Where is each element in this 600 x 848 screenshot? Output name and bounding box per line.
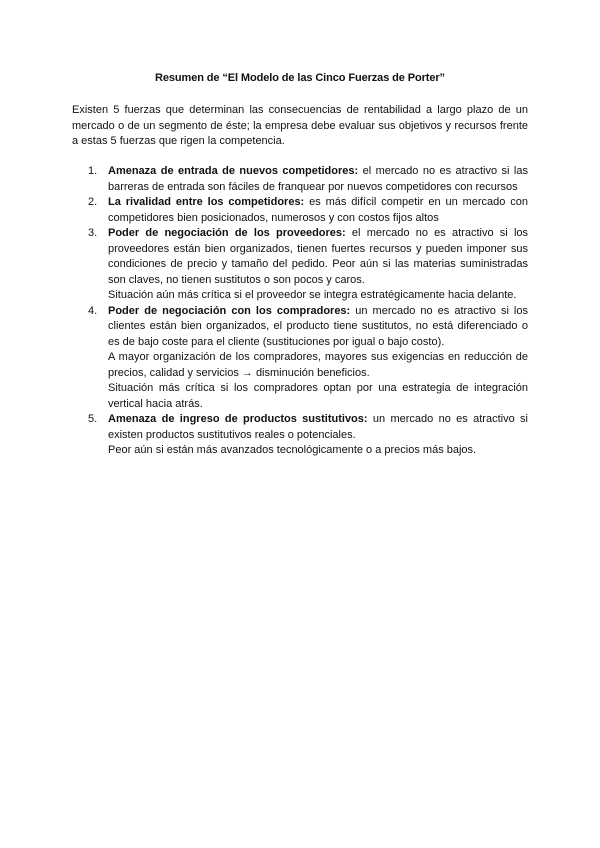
force-item-5: [88, 412, 528, 459]
item-body: [108, 304, 528, 413]
item-text: es más difícil competir en un mercado con competidores bien posicionados, numerosos y con costos fijos altos: [108, 196, 529, 224]
item-paragraph: [108, 195, 528, 226]
item-body: [108, 164, 528, 195]
item-text: el mercado no es atractivo si las barreras de entrada son fáciles de franquear por nuevos competidores con recursos: [108, 165, 528, 193]
item-text: un mercado no es atractivo si existen productos sustitutivos reales o potenciales.: [108, 413, 528, 441]
item-heading: Amenaza de entrada de nuevos competidores:: [108, 165, 359, 177]
item-paragraph: [108, 226, 528, 288]
item-heading: Poder de negociación con los compradores:: [108, 304, 351, 317]
item-extra-paragraph: Situación más crítica si los compradores optan por una estrategia de integración vertical hacia atrás.: [108, 382, 528, 410]
item-text: un mercado no es atractivo si los clientes están bien organizados, el producto tiene sustitutos, no está diferenciado o es de bajo coste para el cliente (sustituciones por igual o bajo costo).: [108, 304, 528, 348]
item-text: el mercado no es atractivo si los proveedores están bien organizados, tienen fuertes recursos y pueden imponer sus condiciones de precio y tamaño del pedido. Peor aún si las materias suministradas son claves, no tienen sustitutos o son pocos y caros.: [108, 227, 529, 286]
item-body: [108, 412, 528, 459]
force-item-2: [88, 195, 528, 226]
item-number: 3.: [88, 227, 98, 239]
item-extra-paragraph: A mayor organización de los compradores, mayores sus exigencias en reducción de precios, calidad y servicios → disminución beneficios.: [108, 351, 528, 379]
forces-list: [88, 164, 528, 459]
item-body: [108, 226, 528, 304]
item-heading: Poder de negociación de los proveedores:: [108, 227, 346, 239]
item-paragraph: [108, 164, 528, 195]
item-number: 2.: [88, 196, 98, 208]
document-title: Resumen de “El Modelo de las Cinco Fuerzas de Porter”: [155, 72, 445, 84]
item-heading: La rivalidad entre los competidores:: [108, 196, 305, 208]
item-extra-paragraph: Situación aún más crítica si el proveedor se integra estratégicamente hacia delante.: [108, 289, 517, 301]
item-number: 4.: [88, 304, 98, 317]
item-heading: Amenaza de ingreso de productos sustitutivos:: [108, 413, 368, 425]
force-item-4: [88, 304, 528, 413]
item-body: [108, 195, 528, 226]
intro-paragraph: Existen 5 fuerzas que determinan las consecuencias de rentabilidad a largo plazo de un mercado o de un segmento de éste; la empresa debe evaluar sus objetivos y recursos frente a estas 5 fuerzas que rigen la competencia.: [72, 104, 528, 147]
item-extra-paragraph: Peor aún si están más avanzados tecnológicamente o a precios más bajos.: [108, 444, 477, 456]
item-paragraph: [108, 304, 528, 351]
item-number: 1.: [88, 165, 98, 177]
force-item-3: [88, 226, 528, 304]
force-item-1: [88, 164, 528, 195]
item-paragraph: [108, 412, 528, 443]
item-number: 5.: [88, 413, 98, 425]
